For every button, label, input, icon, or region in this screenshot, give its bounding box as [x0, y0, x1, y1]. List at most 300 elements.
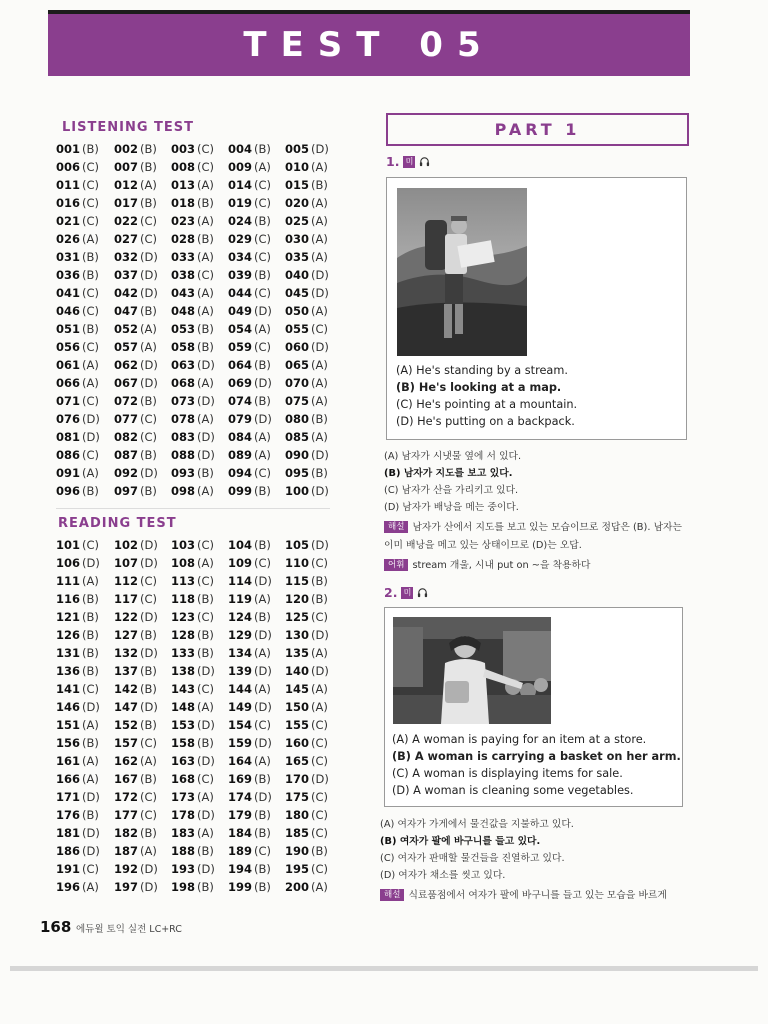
answer-cell: [56, 698, 114, 716]
answer-number: 067: [114, 376, 139, 390]
answer-number: 105: [285, 538, 310, 552]
answer-number: 073: [171, 394, 196, 408]
answer-cell: [114, 356, 171, 374]
answer-choice: (D): [254, 736, 272, 750]
answer-cell: [171, 158, 228, 176]
answer-cell: [285, 392, 342, 410]
answer-number: 002: [114, 142, 139, 156]
answer-choice: (D): [311, 340, 329, 354]
answer-cell: [114, 608, 171, 626]
answer-cell: [171, 302, 228, 320]
answer-choice: (A): [82, 232, 99, 246]
answer-number: 109: [228, 556, 253, 570]
answer-number: 057: [114, 340, 139, 354]
answer-choice: (B): [82, 736, 99, 750]
answer-cell: [285, 284, 342, 302]
answer-number: 021: [56, 214, 81, 228]
answer-number: 017: [114, 196, 139, 210]
answer-number: 102: [114, 538, 139, 552]
q2-korean-b: (B) 여자가 팔에 바구니를 들고 있다.: [380, 836, 541, 847]
answer-number: 192: [114, 862, 139, 876]
answer-cell: [285, 482, 342, 500]
answer-cell: [171, 212, 228, 230]
answer-choice: (A): [254, 592, 271, 606]
answer-number: 184: [228, 826, 253, 840]
answer-cell: [114, 734, 171, 752]
answer-choice: (B): [197, 880, 214, 894]
answer-cell: [228, 482, 285, 500]
answer-number: 082: [114, 430, 139, 444]
answer-cell: [285, 806, 342, 824]
answer-number: 015: [285, 178, 310, 192]
answer-number: 161: [56, 754, 81, 768]
answer-choice: (B): [311, 466, 328, 480]
answer-cell: [171, 752, 228, 770]
answer-cell: [285, 824, 342, 842]
answer-choice: (C): [254, 718, 272, 732]
accent-badge: 미: [403, 156, 415, 168]
answer-cell: [285, 356, 342, 374]
answer-cell: [228, 734, 285, 752]
answer-number: 050: [285, 304, 310, 318]
answer-choice: (A): [197, 250, 214, 264]
answer-number: 140: [285, 664, 310, 678]
answer-choice: (C): [140, 430, 158, 444]
answer-cell: [228, 698, 285, 716]
answer-choice: (C): [197, 268, 215, 282]
answer-choice: (A): [311, 880, 328, 894]
answer-choice: (A): [311, 700, 328, 714]
answer-choice: (D): [140, 268, 158, 282]
question-2-header: [384, 585, 428, 600]
answer-cell: [285, 158, 342, 176]
answer-choice: (C): [254, 250, 272, 264]
answer-choice: (C): [140, 232, 158, 246]
answer-cell: [228, 230, 285, 248]
answer-choice: (B): [254, 538, 271, 552]
answer-number: 045: [285, 286, 310, 300]
answer-cell: [114, 788, 171, 806]
answer-cell: [56, 482, 114, 500]
answer-choice: (D): [140, 250, 158, 264]
answer-number: 177: [114, 808, 139, 822]
answer-choice: (B): [140, 394, 157, 408]
answer-number: 108: [171, 556, 196, 570]
answer-cell: [228, 554, 285, 572]
answer-choice: (A): [82, 376, 99, 390]
answer-number: 075: [285, 394, 310, 408]
answer-cell: [228, 428, 285, 446]
answer-number: 063: [171, 358, 196, 372]
answer-number: 134: [228, 646, 253, 660]
answer-choice: (C): [311, 736, 329, 750]
answer-number: 144: [228, 682, 253, 696]
answer-cell: [114, 176, 171, 194]
answer-number: 065: [285, 358, 310, 372]
answer-cell: [171, 626, 228, 644]
answer-cell: [56, 176, 114, 194]
answer-number: 126: [56, 628, 81, 642]
answer-cell: [228, 860, 285, 878]
answer-cell: [228, 356, 285, 374]
answer-choice: (A): [254, 754, 271, 768]
q1-vocabulary-text: stream 개울, 시내 put on ~을 착용하다: [412, 560, 591, 571]
answer-cell: [114, 626, 171, 644]
answer-choice: (C): [82, 340, 100, 354]
answer-cell: [56, 302, 114, 320]
q1-korean-b: (B) 남자가 지도를 보고 있다.: [384, 468, 513, 479]
q2-explanation-line1: 식료품점에서 여자가 팔에 바구니를 들고 있는 모습을 바르게: [408, 890, 667, 901]
answer-number: 026: [56, 232, 81, 246]
answer-cell: [285, 338, 342, 356]
answer-number: 142: [114, 682, 139, 696]
answer-number: 010: [285, 160, 310, 174]
answer-choice: (D): [197, 718, 215, 732]
answer-cell: [114, 338, 171, 356]
answer-number: 049: [228, 304, 253, 318]
answer-choice: (B): [254, 358, 271, 372]
answer-choice: (B): [197, 340, 214, 354]
answer-number: 095: [285, 466, 310, 480]
answer-cell: [171, 266, 228, 284]
answer-number: 059: [228, 340, 253, 354]
answer-number: 056: [56, 340, 81, 354]
answer-number: 175: [285, 790, 310, 804]
answer-cell: [56, 590, 114, 608]
answer-number: 137: [114, 664, 139, 678]
answer-cell: [171, 878, 228, 896]
answer-choice: (A): [197, 484, 214, 498]
answer-cell: [285, 410, 342, 428]
answer-cell: [285, 644, 342, 662]
answer-number: 187: [114, 844, 139, 858]
answer-choice: (A): [197, 412, 214, 426]
answer-number: 008: [171, 160, 196, 174]
answer-cell: [114, 428, 171, 446]
answer-cell: [56, 878, 114, 896]
answer-cell: [228, 572, 285, 590]
answer-choice: (D): [140, 646, 158, 660]
answer-choice: (B): [82, 268, 99, 282]
section-divider: [56, 508, 330, 509]
answer-cell: [171, 194, 228, 212]
answer-number: 178: [171, 808, 196, 822]
answer-cell: [56, 194, 114, 212]
answer-choice: (B): [254, 214, 271, 228]
answer-choice: (B): [140, 772, 157, 786]
answer-choice: (D): [311, 142, 329, 156]
answer-number: 086: [56, 448, 81, 462]
answer-number: 174: [228, 790, 253, 804]
answer-cell: [171, 662, 228, 680]
answer-choice: (B): [311, 592, 328, 606]
answer-choice: (B): [140, 448, 157, 462]
answer-cell: [228, 644, 285, 662]
reading-answer-grid: [56, 536, 342, 896]
answer-cell: [228, 194, 285, 212]
answer-choice: (D): [197, 358, 215, 372]
answer-number: 165: [285, 754, 310, 768]
answer-number: 064: [228, 358, 253, 372]
answer-choice: (B): [140, 142, 157, 156]
answer-number: 171: [56, 790, 81, 804]
answer-cell: [56, 716, 114, 734]
answer-cell: [285, 374, 342, 392]
answer-choice: (C): [140, 412, 158, 426]
answer-choice: (A): [140, 322, 157, 336]
answer-choice: (C): [140, 736, 158, 750]
answer-cell: [114, 806, 171, 824]
answer-choice: (B): [254, 484, 271, 498]
answer-number: 090: [285, 448, 310, 462]
explanation-tag: 해설: [380, 889, 404, 901]
answer-cell: [171, 284, 228, 302]
answer-number: 139: [228, 664, 253, 678]
answer-cell: [285, 788, 342, 806]
answer-choice: (D): [254, 628, 272, 642]
answer-number: 149: [228, 700, 253, 714]
answer-choice: (D): [311, 286, 329, 300]
answer-choice: (D): [82, 430, 100, 444]
answer-number: 158: [171, 736, 196, 750]
answer-number: 196: [56, 880, 81, 894]
answer-number: 181: [56, 826, 81, 840]
answer-cell: [114, 302, 171, 320]
answer-cell: [285, 320, 342, 338]
answer-choice: (B): [197, 628, 214, 642]
answer-choice: (B): [311, 574, 328, 588]
answer-number: 169: [228, 772, 253, 786]
answer-number: 123: [171, 610, 196, 624]
answer-number: 172: [114, 790, 139, 804]
answer-number: 035: [285, 250, 310, 264]
q1-korean-c: (C) 남자가 산을 가리키고 있다.: [384, 485, 519, 496]
answer-choice: (D): [197, 664, 215, 678]
q2-option-a: (A) A woman is paying for an item at a store.: [392, 733, 647, 746]
answer-cell: [285, 608, 342, 626]
answer-choice: (C): [311, 322, 329, 336]
answer-choice: (C): [311, 556, 329, 570]
answer-choice: (A): [311, 682, 328, 696]
answer-cell: [285, 176, 342, 194]
answer-cell: [171, 482, 228, 500]
answer-number: 116: [56, 592, 81, 606]
answer-cell: [171, 842, 228, 860]
answer-cell: [285, 572, 342, 590]
answer-cell: [171, 428, 228, 446]
answer-cell: [171, 338, 228, 356]
answer-choice: (A): [311, 214, 328, 228]
answer-choice: (B): [197, 322, 214, 336]
answer-cell: [114, 446, 171, 464]
answer-number: 107: [114, 556, 139, 570]
answer-choice: (C): [254, 466, 272, 480]
q1-explanation-line1: 남자가 산에서 지도를 보고 있는 모습이므로 정답은 (B). 남자는: [412, 522, 682, 533]
answer-number: 038: [171, 268, 196, 282]
answer-choice: (C): [197, 610, 215, 624]
answer-choice: (C): [254, 286, 272, 300]
answer-cell: [228, 806, 285, 824]
answer-cell: [114, 680, 171, 698]
q1-option-a: (A) He's standing by a stream.: [396, 364, 568, 377]
answer-number: 079: [228, 412, 253, 426]
answer-choice: (D): [311, 664, 329, 678]
answer-cell: [56, 608, 114, 626]
answer-cell: [56, 536, 114, 554]
answer-number: 028: [171, 232, 196, 246]
answer-cell: [228, 140, 285, 158]
answer-cell: [56, 320, 114, 338]
bottom-band: [10, 966, 758, 971]
answer-number: 016: [56, 196, 81, 210]
answer-cell: [171, 392, 228, 410]
answer-choice: (A): [197, 304, 214, 318]
answer-number: 096: [56, 484, 81, 498]
hiker-image: [397, 188, 527, 356]
answer-choice: (A): [140, 340, 157, 354]
explanation-tag: 해설: [384, 521, 408, 533]
answer-number: 093: [171, 466, 196, 480]
answer-choice: (D): [140, 880, 158, 894]
answer-number: 031: [56, 250, 81, 264]
q2-korean-c: (C) 여자가 판매할 물건들을 진열하고 있다.: [380, 853, 565, 864]
answer-number: 080: [285, 412, 310, 426]
answer-cell: [285, 302, 342, 320]
answer-choice: (C): [311, 808, 329, 822]
q1-option-c: (C) He's pointing at a mountain.: [396, 398, 578, 411]
answer-cell: [114, 284, 171, 302]
answer-number: 128: [171, 628, 196, 642]
answer-number: 062: [114, 358, 139, 372]
answer-number: 189: [228, 844, 253, 858]
answer-choice: (B): [82, 628, 99, 642]
answer-choice: (C): [254, 556, 272, 570]
answer-cell: [114, 464, 171, 482]
answer-choice: (A): [311, 394, 328, 408]
answer-choice: (D): [140, 610, 158, 624]
answer-choice: (A): [140, 844, 157, 858]
answer-number: 133: [171, 646, 196, 660]
answer-choice: (B): [140, 664, 157, 678]
answer-number: 130: [285, 628, 310, 642]
answer-choice: (B): [82, 610, 99, 624]
answer-cell: [114, 752, 171, 770]
answer-number: 076: [56, 412, 81, 426]
answer-cell: [171, 536, 228, 554]
q2-option-d: (D) A woman is cleaning some vegetables.: [392, 784, 634, 797]
answer-choice: (A): [82, 466, 99, 480]
answer-number: 163: [171, 754, 196, 768]
answer-number: 195: [285, 862, 310, 876]
answer-choice: (D): [140, 466, 158, 480]
answer-choice: (A): [197, 214, 214, 228]
answer-choice: (B): [140, 160, 157, 174]
answer-choice: (C): [197, 538, 215, 552]
answer-number: 151: [56, 718, 81, 732]
answer-cell: [171, 554, 228, 572]
answer-number: 044: [228, 286, 253, 300]
answer-cell: [114, 374, 171, 392]
answer-cell: [228, 752, 285, 770]
answer-number: 160: [285, 736, 310, 750]
test-banner: [48, 14, 690, 76]
answer-choice: (B): [254, 142, 271, 156]
answer-choice: (C): [311, 862, 329, 876]
vocabulary-tag: 어휘: [384, 559, 408, 571]
answer-choice: (D): [82, 412, 100, 426]
answer-number: 085: [285, 430, 310, 444]
answer-cell: [171, 356, 228, 374]
answer-cell: [56, 428, 114, 446]
answer-cell: [171, 644, 228, 662]
answer-choice: (B): [140, 196, 157, 210]
q2-option-b: (B) A woman is carrying a basket on her arm.: [392, 750, 681, 763]
answer-number: 148: [171, 700, 196, 714]
answer-cell: [285, 446, 342, 464]
answer-cell: [114, 572, 171, 590]
answer-number: 150: [285, 700, 310, 714]
answer-cell: [56, 248, 114, 266]
answer-choice: (A): [254, 322, 271, 336]
answer-choice: (B): [82, 250, 99, 264]
answer-choice: (B): [311, 178, 328, 192]
answer-choice: (A): [311, 646, 328, 660]
answer-number: 168: [171, 772, 196, 786]
answer-choice: (A): [311, 250, 328, 264]
answer-cell: [228, 626, 285, 644]
answer-cell: [171, 590, 228, 608]
answer-choice: (A): [197, 556, 214, 570]
answer-choice: (D): [311, 448, 329, 462]
answer-number: 101: [56, 538, 81, 552]
answer-cell: [285, 626, 342, 644]
answer-choice: (A): [82, 880, 99, 894]
answer-cell: [228, 212, 285, 230]
answer-cell: [228, 680, 285, 698]
answer-number: 120: [285, 592, 310, 606]
q1-explanation-line2: 이미 배낭을 메고 있는 상태이므로 (D)는 오답.: [384, 540, 582, 551]
answer-choice: (B): [197, 844, 214, 858]
answer-cell: [285, 842, 342, 860]
answer-choice: (C): [82, 286, 100, 300]
answer-cell: [56, 338, 114, 356]
answer-cell: [285, 140, 342, 158]
answer-cell: [56, 446, 114, 464]
answer-cell: [228, 176, 285, 194]
answer-number: 103: [171, 538, 196, 552]
answer-number: 188: [171, 844, 196, 858]
answer-number: 125: [285, 610, 310, 624]
answer-choice: (C): [82, 178, 100, 192]
answer-number: 020: [285, 196, 310, 210]
answer-number: 155: [285, 718, 310, 732]
answer-choice: (B): [254, 880, 271, 894]
answer-choice: (A): [254, 430, 271, 444]
answer-cell: [228, 536, 285, 554]
answer-choice: (B): [197, 466, 214, 480]
answer-number: 066: [56, 376, 81, 390]
answer-number: 036: [56, 268, 81, 282]
answer-choice: (D): [140, 376, 158, 390]
answer-number: 041: [56, 286, 81, 300]
answer-cell: [56, 356, 114, 374]
answer-cell: [228, 158, 285, 176]
answer-choice: (A): [140, 754, 157, 768]
answer-choice: (D): [311, 772, 329, 786]
answer-number: 156: [56, 736, 81, 750]
answer-number: 185: [285, 826, 310, 840]
answer-number: 154: [228, 718, 253, 732]
